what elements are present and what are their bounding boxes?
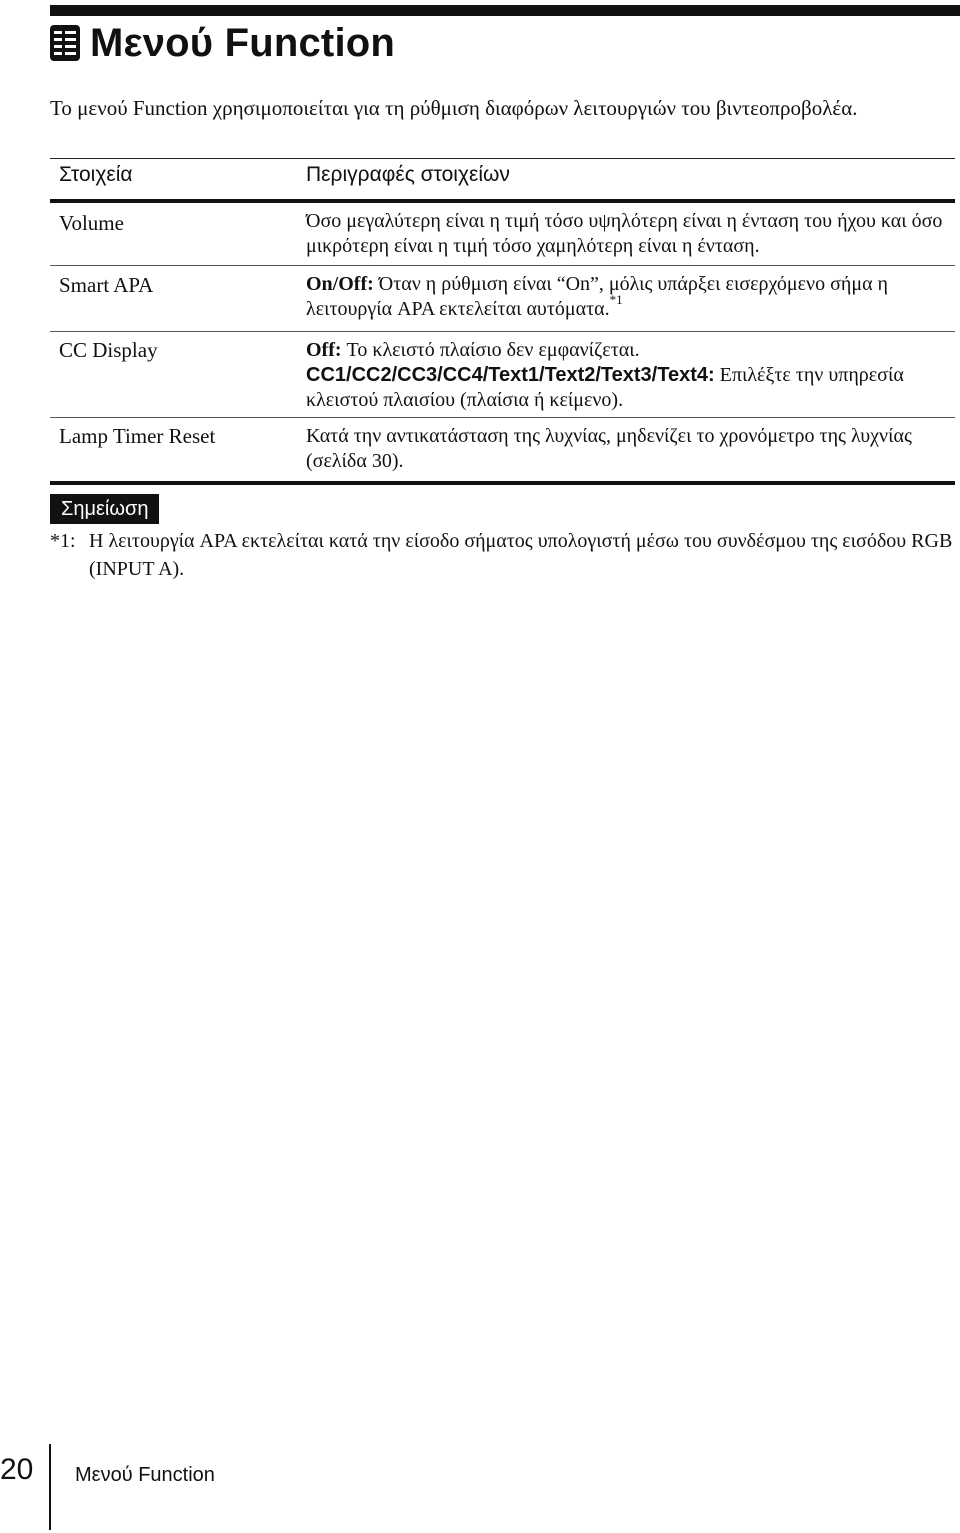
item-volume: Volume (59, 211, 124, 235)
footer-section-title: Μενού Function (75, 1464, 215, 1486)
header-items: Στοιχεία (59, 163, 133, 186)
header-descriptions: Περιγραφές στοιχείων (306, 163, 510, 186)
top-rule (50, 5, 960, 16)
desc-cc-display (306, 332, 955, 413)
item-lamp-timer-reset: Lamp Timer Reset (59, 424, 216, 448)
note-label: Σημείωση (50, 494, 159, 524)
cc-display-modes-text: Επιλέξτε την υπηρεσία κλειστού πλαισίου (πλαίσια ή κείμενο). (306, 364, 904, 411)
cc-display-off-text: Το κλειστό πλαίσιο δεν εμφανίζεται. (346, 339, 640, 361)
desc-lamp-timer-reset (306, 418, 955, 474)
function-menu-table (50, 158, 955, 485)
cc-display-modes-label: CC1/CC2/CC3/CC4/Text1/Text2/Text3/Text4: (306, 364, 715, 386)
page-title-text: Μενού Function (90, 20, 396, 65)
footer-divider (49, 1444, 51, 1530)
table-row-volume (50, 203, 955, 266)
footnote-mark: *1: (50, 530, 76, 552)
function-menu-icon (50, 25, 80, 61)
desc-smart-apa (306, 266, 955, 322)
item-smart-apa: Smart APA (59, 273, 154, 297)
intro-text: Το μενού Function χρησιμοποιείται για τη ρύθμιση διαφόρων λειτουργιών του βιντεοπροβολέα. (50, 96, 858, 120)
footnote (50, 527, 955, 583)
footnote-text: Η λειτουργία APA εκτελείται κατά την είσοδο σήματος υπολογιστή μέσω του συνδέσμου της εισόδου RGB (INPUT A). (89, 530, 953, 580)
table-row-cc-display (50, 332, 955, 418)
table-header (50, 158, 955, 203)
smart-apa-text: Όταν η ρύθμιση είναι “On”, μόλις υπάρξει εισερχόμενο σήμα η λειτουργία APA εκτελείται αυτόματα. (306, 273, 888, 320)
table-row-lamp-timer-reset (50, 418, 955, 485)
desc-volume (306, 203, 955, 259)
cc-display-off-label: Off: (306, 339, 342, 361)
item-cc-display: CC Display (59, 338, 158, 362)
desc-volume-text: Όσο μεγαλύτερη είναι η τιμή τόσο υψηλότερη είναι η ένταση του ήχου και όσο μικρότερη είναι η τιμή τόσο χαμηλότερη είναι η ένταση. (306, 210, 943, 257)
page-number: 20 (0, 1453, 34, 1486)
cc-display-line-2 (306, 363, 955, 413)
cc-display-line-1 (306, 338, 955, 363)
smart-apa-label: On/Off: (306, 273, 374, 295)
page-title (50, 18, 395, 68)
desc-lamp-timer-reset-text: Κατά την αντικατάσταση της λυχνίας, μηδενίζει το χρονόμετρο της λυχνίας (σελίδα 30). (306, 425, 912, 472)
smart-apa-footnote-ref: *1 (609, 292, 623, 308)
table-row-smart-apa (50, 266, 955, 332)
